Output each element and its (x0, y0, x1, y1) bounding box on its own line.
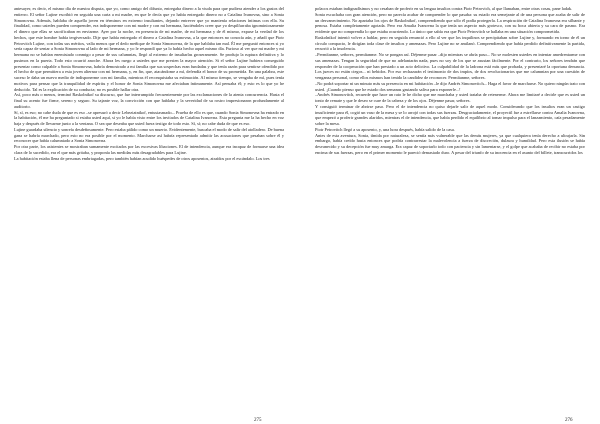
left-paragraph-2: Así, poco más o menos, terminó Raskolnikof su discurso, que fue interrumpido frecuentemente por las exclamaciones de la atenta concurrencia. Hasta el final su acento fue firme, sereno y seguro. Su tajante voz, la convicción con que hablaba y la severidad de su rostro impresionaron profundamente al auditorio. (14, 92, 284, 109)
right-paragraph-7: Y consiguió terminar de abrirse paso. Pero el de intendencia no quiso dejarle salir de aquel modo. Considerando que los insultos eran un castigo insuficiente para él, cogió un vaso de la mesa y se lo arrojó con todas sus fuerzas. Desgraciadamente, el proyectil fue a estrellarse contra Amalia Ivanovna, que empezó a proferir grandes alaridos, mientras el de intendencia, que había perdido el equilibrio al tomar impulso para el lanzamiento, caía pesadamente sobre la mesa. (315, 103, 585, 126)
right-paragraph-9: Antes de esta aventura, Sonia, tímida por naturaleza, se sentía más vulnerable que las demás mujeres, ya que cualquiera tenía derecho a ultrajarla. Sin embargo, había creído hasta entonces que podría contrarrestar la malevolencia a fuerza de discreción, dulzura y humildad. Pero esta ilusión se había desvanecido y su decepción fue muy amarga. Era capaz de soportarlo todo con paciencia y sin lamentarse, y el golpe que acababa de recibir no estaba por encima de sus fuerzas, pero en el primer momento le pareció demasiado duro. A pesar del triunfo de su inocencia en el asunto del billete, transcurridos los (315, 132, 585, 155)
right-paragraph-1: polacos estaban indignadísimos y no cesaban de proferir en su lengua insultos contra Piotr Petrovich, al que llamaban, entre otras cosas, pane ladak. (315, 6, 573, 11)
left-page-number: 275 (254, 418, 262, 423)
left-paragraph-3: Sí, sí, es eso; no cabe duda de que es eso –se apresuró a decir Lebeziatnikof, entusiasmado–. Prueba de ello es que, cuando Sonia Simonovna ha entrado en la habitación, él me ha preguntado si estaba usted aquí, si yo le había visto entre los invitados de Catalina Ivanovna. Esta pregunta me la ha hecho en voz baja y después de llevarme junto a la ventana. O sea que deseaba que usted fuera testigo de todo esto. Sí, sí; no cabe duda de que es eso. (14, 109, 284, 126)
right-paragraph-6: –Andrés Simonovitch, recuerde que hace un rato le he dicho que me marchaba y usted trataba de retenerme. Ahora me limitaré a decirle que es usted un tonto de remate y que le deseo se cure de la cabeza y de los ojos. Déjenme pasar, señores. (315, 92, 585, 103)
right-paragraph-4: –Permítanme, señores, permítanme. No se pongan así. Déjenme pasar –dijo mientras se abría paso–. No se molesten ustedes en intentar amedrentarme con sus amenazas. Tengan la seguridad de que no adelantarán nada, pues no soy de los que se asustan fácilmente. Por el contrario, los señores tendrán que responder de la cooperación que han prestado a un acto delictivo. La culpabilidad de la ladrona está más que probada, y presentaré la oportuna denuncia. Los jueces no están ciegos... ni bebidos. Por eso rechazarán el testimonio de dos impíos, de dos revolucionarios que me calumnian por una cuestión de venganza personal, como ellos mismos han tenido la candidez de reconocer. Permítanme, señores. (315, 52, 585, 80)
left-paragraph-1: antesayer, es decir, el mismo día de nuestra disputa, que yo, como amigo del difunto, entregaba dinero a la viuda para que pudiera atender a los gastos del entierro. El señor Lujine escribió en seguida una carta a mi madre, en que le decía que yo había entregado dinero no a Catalina Ivanovna, sino a Sonia Simonovna. Además, hablaba de aquella joven en términos en extremo insultantes, dejando entrever que yo mantenía relaciones íntimas con ella. Su finalidad, como ustedes pueden comprender, era indisponerme con mi madre y con mi hermana, haciéndoles creer que yo despilfarraba ignominiosamente el dinero que ellas se sacrificaban en enviarme. Ayer por la noche, en presencia de mi madre, de mi hermana y de él mismo, expuse la verdad de los hechos, que este hombre había tergiversado. Dije que había entregado el dinero a Catalina Ivanovna, a la que entonces no conocía aún, y añadí que Piotr Petrovitch Lujine, con todas sus méritos, valía menos que el dedo meñique de Sonia Simonovna, de la que hablaba tan mal. Él me preguntó entonces si yo sería capaz de sentar a Sonia Simonovna al lado de mi hermana, y yo le respondí que ya lo había hecho aquel mismo día. Furioso al ver que mi madre y mi hermana no se habían enemistado conmigo a pesar de sus calumnias, llegó al extremo de insultarlas groseramente. Se produjo la ruptura definitiva y lo pusimos en la puerta. Todo esto ocurrió anoche. Ahora les ruego a ustedes que me presten la mayor atención. Si el señor Lujine hubiera conseguido presentar como culpable a Sonia Simonovna, habría demostrado a mi familia que sus sospechas eran fundadas y que tenía razón para sentirse ofendido por el hecho de que permitiera a esta joven alternar con mi hermana, y, en fin, que, atacándome a mí, defendía el honor de su prometida. En una palabra, este suceso le daba un nuevo medio de indisponerme con mi familia, mientras él reconquistaba su estimación. Al mismo tiempo, se vengaba de mí, pues tenía motivos para pensar que la tranquilidad de espíritu y el honor de Sonia Simonovna me afectaban íntimamente. Así pensaba él; y esto es lo que yo he deducido. Tal es la explicación de su conducta; no es posible hallar otra. (14, 6, 284, 92)
right-paragraph-2: Sonia escuchaba con gran atención, pero no parecía acabar de comprender lo que pasaba: su estado era semejante al de una persona que acaba de salir de un desvanecimiento. No apartaba los ojos de Raskolnikof, comprendiendo que sólo él podía protegerla. La respiración de Catalina Ivanovna era silbante y penosa. Estaba completamente agotada. Pero era Amalia Ivanovna la que tenía un aspecto más grotesco, con su boca abierta y su cara de pasmo. Era evidente que no comprendía lo que estaba ocurriendo. Lo único que sabía era que Piotr Petrovitch se hallaba en una situación comprometida. (315, 11, 585, 34)
right-paragraph-8: Piotr Petrovitch llegó a su aposento, y, una hora después, había salido de la casa. (315, 126, 455, 132)
right-paragraph-5: –No podrá soportar ni un minuto más su presencia en mi habitación –le dijo Andrés Simonovitch–. Haga el favor de marcharse. No quiero ningún trato con usted. ¡Cuando pienso que he estado dos semanas gastando saliva para exponerle...! (315, 80, 585, 92)
left-paragraph-4: Lujine guardaba silencio y sonreía desdeñosamente. Pero estaba pálido como un muerto. Evidentemente, buscaba el modo de salir del atolladero. De buena gana se habría marchado, pero esto no era posible por el momento. Marcharse así habría representado admitir las acusaciones que pesaban sobre él y reconocer que había calumniado a Sonia Simonovna. (14, 126, 284, 144)
right-page (315, 6, 585, 423)
left-page (14, 6, 284, 423)
right-paragraph-3: Raskolnikof intentó volver a hablar, pero en seguida renunció a ello al ver que los inquilinos se precipitaban sobre Lujine y, formando en torno de él un círculo compacto, le dirigían toda clase de insultos y amenazas. Pero Lujine no se amilanó. Comprendiendo que había perdido definitivamente la partida, recurrió a la insolencia. (315, 34, 585, 52)
left-paragraph-6: La habitación estaba llena de personas embriagadas, pero también habían acudido huéspedes de otros aposentos, atraídos por el escándalo. Los tres (14, 155, 270, 161)
right-page-number: 276 (565, 418, 573, 423)
left-paragraph-5: Por otra parte, los asistentes se mostraban sumamente excitados por las excesivas libaciones. El de intendencia, aunque era incapaz de formarse una idea clara de lo sucedido, era el que más gritaba, y proponía las medidas más desagradables para Lujine. (14, 144, 284, 155)
